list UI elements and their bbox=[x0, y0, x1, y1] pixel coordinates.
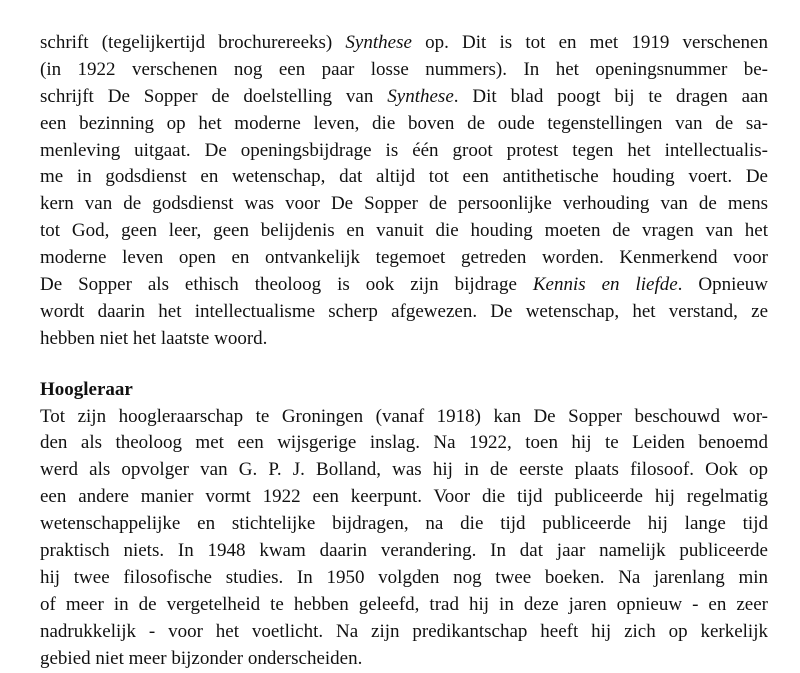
work-title: Kennis en liefde bbox=[532, 274, 678, 296]
text-line: kern van de godsdienst was voor De Sopper de persoonlijke verhouding van de mens bbox=[40, 193, 768, 215]
text-line: den als theoloog met een wijsgerige inslag. Na 1922, toen hij te Leiden benoemd bbox=[40, 432, 768, 454]
paragraph-spacer bbox=[40, 353, 768, 377]
paragraph-synthese bbox=[40, 30, 768, 353]
text-line: me in godsdienst en wetenschap, dat altijd tot een antithetische houding voert. De bbox=[40, 166, 768, 188]
text-line: hebben niet het laatste woord. bbox=[40, 327, 268, 349]
journal-title: Synthese bbox=[345, 32, 412, 53]
text-line: hij twee filosofische studies. In 1950 volgden nog twee boeken. Na jarenlang min bbox=[40, 566, 768, 588]
text-line: een andere manier vormt 1922 een keerpunt. Voor die tijd publiceerde hij regelmatig bbox=[40, 486, 768, 508]
text-line: schrijft De Sopper de doelstelling van Synthese. Dit blad poogt bij te dragen aan bbox=[40, 85, 768, 107]
section-hoogleraar bbox=[40, 377, 768, 673]
text-line: een bezinning op het moderne leven, die boven de oude tegenstellingen van de sa- bbox=[40, 112, 768, 134]
text-line: tot God, geen leer, geen belijdenis en vanuit die houding moeten de vragen van het bbox=[40, 220, 768, 242]
text-line: of meer in de vergetelheid te hebben geleefd, trad hij in deze jaren opnieuw - en zeer bbox=[40, 593, 768, 615]
text-line: gebied niet meer bijzonder onderscheiden. bbox=[40, 647, 363, 669]
journal-title: Synthese bbox=[387, 85, 454, 107]
text-line: wordt daarin het intellectualisme scherp afgewezen. De wetenschap, het verstand, ze bbox=[40, 300, 768, 322]
text-line: nadrukkelijk - voor het voetlicht. Na zijn predikantschap heeft hij zich op kerkelijk bbox=[40, 620, 768, 642]
text-line: (in 1922 verschenen nog een paar losse nummers). In het openingsnummer be- bbox=[40, 58, 768, 80]
text-line: werd als opvolger van G. P. J. Bolland, was hij in de eerste plaats filosoof. Ook op bbox=[40, 459, 768, 481]
text-line: wetenschappelijke en stichtelijke bijdragen, na die tijd publiceerde hij lange tijd bbox=[40, 513, 768, 535]
text-line: De Sopper als ethisch theoloog is ook zijn bijdrage Kennis en liefde. Opnieuw bbox=[40, 274, 769, 296]
text-line: schrift (tegelijkertijd brochurereeks) Synthese op. Dit is tot en met 1919 verschenen bbox=[40, 32, 768, 53]
text-line: menleving uitgaat. De openingsbijdrage is één groot protest tegen het intellectualis- bbox=[40, 139, 768, 161]
text-line: moderne leven open en ontvankelijk tegemoet getreden worden. Kenmerkend voor bbox=[40, 247, 768, 269]
text-line: praktisch niets. In 1948 kwam daarin verandering. In dat jaar namelijk publiceerde bbox=[40, 540, 768, 562]
document-page bbox=[40, 30, 768, 672]
text-line: Tot zijn hoogleraarschap te Groningen (vanaf 1918) kan De Sopper beschouwd wor- bbox=[40, 405, 768, 427]
section-heading: Hoogleraar bbox=[40, 378, 133, 400]
